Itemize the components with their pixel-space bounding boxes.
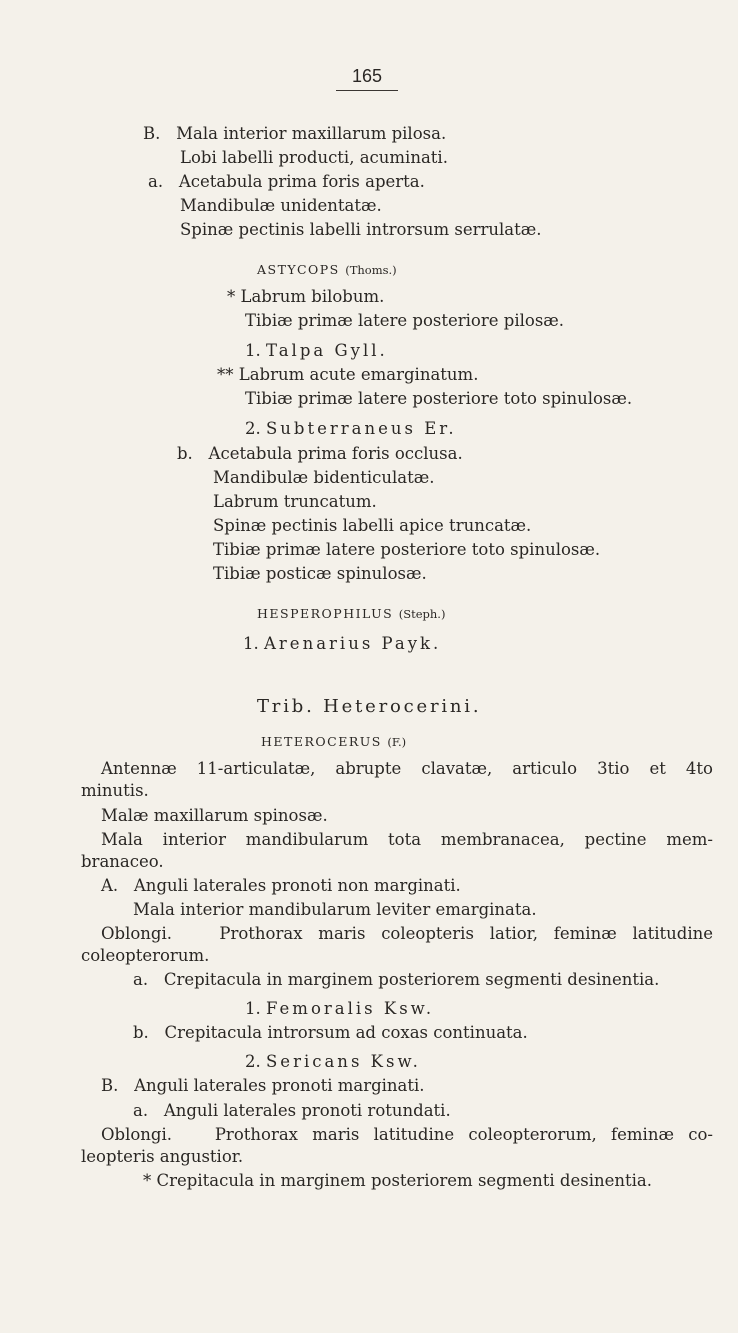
text-line: Mala interior mandibularum tota membranacea, pectine mem- bbox=[101, 830, 713, 849]
key-line: B. Mala interior maxillarum pilosa. bbox=[143, 124, 447, 143]
page-number: 165 bbox=[336, 66, 398, 91]
key-line: * Labrum bilobum. bbox=[227, 287, 385, 306]
species-number: 2. bbox=[245, 419, 261, 438]
key-line: a. Crepitacula in marginem posteriorem segmenti desinentia. bbox=[133, 970, 660, 989]
species-line bbox=[245, 419, 457, 439]
key-line: * Crepitacula in marginem posteriorem segmenti desinentia. bbox=[143, 1171, 653, 1190]
species-number: 1. bbox=[245, 341, 261, 360]
key-line: ** Labrum acute emarginatum. bbox=[217, 365, 479, 384]
key-line: Mandibulæ bidenticulatæ. bbox=[213, 468, 435, 487]
species-number: 1. bbox=[245, 999, 261, 1018]
species-name: Subterraneus Er. bbox=[266, 419, 457, 438]
genus-author: (Thoms.) bbox=[345, 263, 397, 277]
genus-name: HESPEROPHILUS bbox=[257, 606, 394, 621]
genus-author: (Steph.) bbox=[398, 607, 446, 621]
species-line bbox=[245, 1052, 421, 1072]
key-line: Labrum truncatum. bbox=[213, 492, 377, 511]
key-line: a. Acetabula prima foris aperta. bbox=[148, 172, 425, 191]
genus-author: (F.) bbox=[387, 735, 407, 749]
genus-heading bbox=[261, 732, 406, 752]
species-line bbox=[245, 341, 388, 361]
key-line: Spinæ pectinis labelli introrsum serrulatæ. bbox=[180, 220, 542, 239]
text-line: Oblongi. Prothorax maris coleopteris latior, feminæ latitudine bbox=[101, 924, 713, 943]
text-line: branaceo. bbox=[81, 852, 164, 871]
key-line: Tibiæ primæ latere posteriore pilosæ. bbox=[245, 311, 565, 330]
species-name: Femoralis Ksw. bbox=[266, 999, 435, 1018]
key-line: Mandibulæ unidentatæ. bbox=[180, 196, 382, 215]
key-line: b. Acetabula prima foris occlusa. bbox=[177, 444, 463, 463]
species-name: Arenarius Payk. bbox=[264, 634, 442, 653]
key-line: b. Crepitacula introrsum ad coxas continuata. bbox=[133, 1023, 528, 1042]
genus-heading bbox=[257, 260, 397, 280]
text-line: minutis. bbox=[81, 781, 149, 800]
key-line: Tibiæ primæ latere posteriore toto spinulosæ. bbox=[213, 540, 601, 559]
species-line bbox=[245, 999, 434, 1019]
text-line: coleopterorum. bbox=[81, 946, 210, 965]
key-line: Lobi labelli producti, acuminati. bbox=[180, 148, 448, 167]
text-line: Oblongi. Prothorax maris latitudine coleopterorum, feminæ co- bbox=[101, 1125, 713, 1144]
key-line: a. Anguli laterales pronoti rotundati. bbox=[133, 1101, 451, 1120]
genus-name: HETEROCERUS bbox=[261, 734, 382, 749]
key-line: Mala interior mandibularum leviter emarginata. bbox=[133, 900, 537, 919]
genus-name: ASTYCOPS bbox=[257, 262, 340, 277]
key-line: A. Anguli laterales pronoti non marginati. bbox=[101, 876, 461, 895]
species-line bbox=[243, 634, 441, 654]
tribe-heading: Trib. Heterocerini. bbox=[257, 696, 482, 717]
species-name: Sericans Ksw. bbox=[266, 1052, 421, 1071]
key-line: Spinæ pectinis labelli apice truncatæ. bbox=[213, 516, 532, 535]
species-name: Talpa Gyll. bbox=[266, 341, 388, 360]
key-line: Tibiæ primæ latere posteriore toto spinulosæ. bbox=[245, 389, 633, 408]
text-line: leopteris angustior. bbox=[81, 1147, 244, 1166]
genus-heading bbox=[257, 604, 445, 624]
species-number: 2. bbox=[245, 1052, 261, 1071]
text-line: Malæ maxillarum spinosæ. bbox=[101, 806, 328, 825]
key-line: Tibiæ posticæ spinulosæ. bbox=[213, 564, 427, 583]
species-number: 1. bbox=[243, 634, 259, 653]
key-line: B. Anguli laterales pronoti marginati. bbox=[101, 1076, 425, 1095]
text-line: Antennæ 11-articulatæ, abrupte clavatæ, articulo 3tio et 4to bbox=[101, 759, 713, 778]
